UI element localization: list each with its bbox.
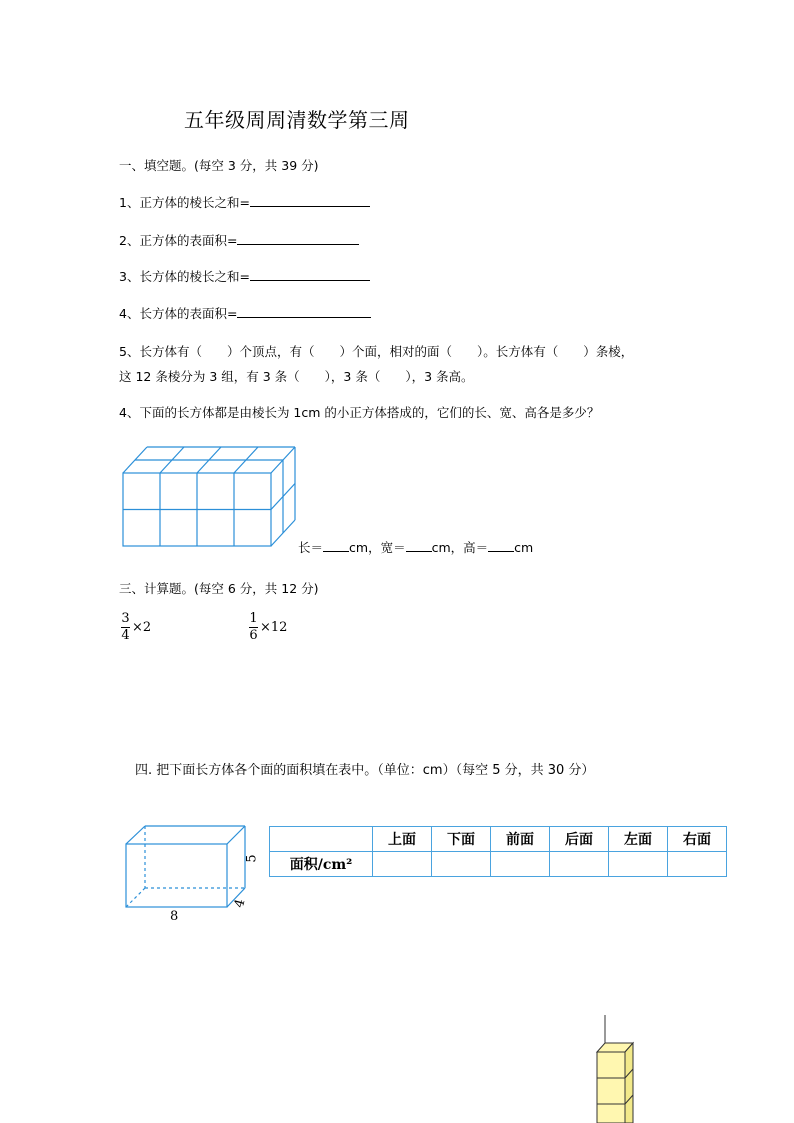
stacked-cubes-lines <box>597 1015 633 1123</box>
length-label: 长＝ <box>298 540 324 555</box>
fraction-2-denominator: 6 <box>249 628 258 643</box>
length-dimension-label: 8 <box>170 909 179 924</box>
header-back-face: 后面 <box>550 827 609 852</box>
header-front-face: 前面 <box>491 827 550 852</box>
question-1-text: 1、正方体的棱长之和= <box>119 195 250 210</box>
question-2-text: 2、正方体的表面积= <box>119 233 238 248</box>
header-top-face: 上面 <box>373 827 432 852</box>
expression-1-operator: ×2 <box>132 620 152 635</box>
fraction-1-numerator: 3 <box>121 611 130 626</box>
section3-heading: 三、计算题。(每空 6 分，共 12 分) <box>119 581 319 596</box>
height-label: cm，高＝ <box>431 540 489 555</box>
fraction-2-numerator: 1 <box>249 611 258 626</box>
expression-2-operator: ×12 <box>260 620 288 635</box>
question-4-text: 4、长方体的表面积= <box>119 306 238 321</box>
question-3-text: 3、长方体的棱长之和= <box>119 269 250 284</box>
question-5-line-1: 5、长方体有（ ）个顶点，有（ ）个面，相对的面（ ）。长方体有（ ）条棱， <box>119 344 634 359</box>
section1-heading: 一、填空题。(每空 3 分，共 39 分) <box>119 158 319 173</box>
section4-heading: 四. 把下面长方体各个面的面积填在表中。（单位：cm）（每空 5 分，共 30 分） <box>135 763 595 778</box>
height-dimension-label: 5 <box>244 854 260 863</box>
unit-label: cm <box>514 540 534 555</box>
cubes-question: 4、下面的长方体都是由棱长为 1cm 的小正方体搭成的，它们的长、宽、高各是多少？ <box>119 405 600 420</box>
header-right-face: 右面 <box>668 827 727 852</box>
header-bottom-face: 下面 <box>432 827 491 852</box>
width-dimension-label: 4 <box>231 897 249 910</box>
fraction-1-denominator: 4 <box>121 628 130 643</box>
header-left-face: 左面 <box>609 827 668 852</box>
row-label-area: 面积/cm² <box>270 852 373 877</box>
question-5-line-2: 这 12 条棱分为 3 组，有 3 条（ ），3 条（ ），3 条高。 <box>119 369 474 384</box>
page-title: 五年级周周清数学第三周 <box>184 108 410 132</box>
width-label: cm，宽＝ <box>349 540 406 555</box>
